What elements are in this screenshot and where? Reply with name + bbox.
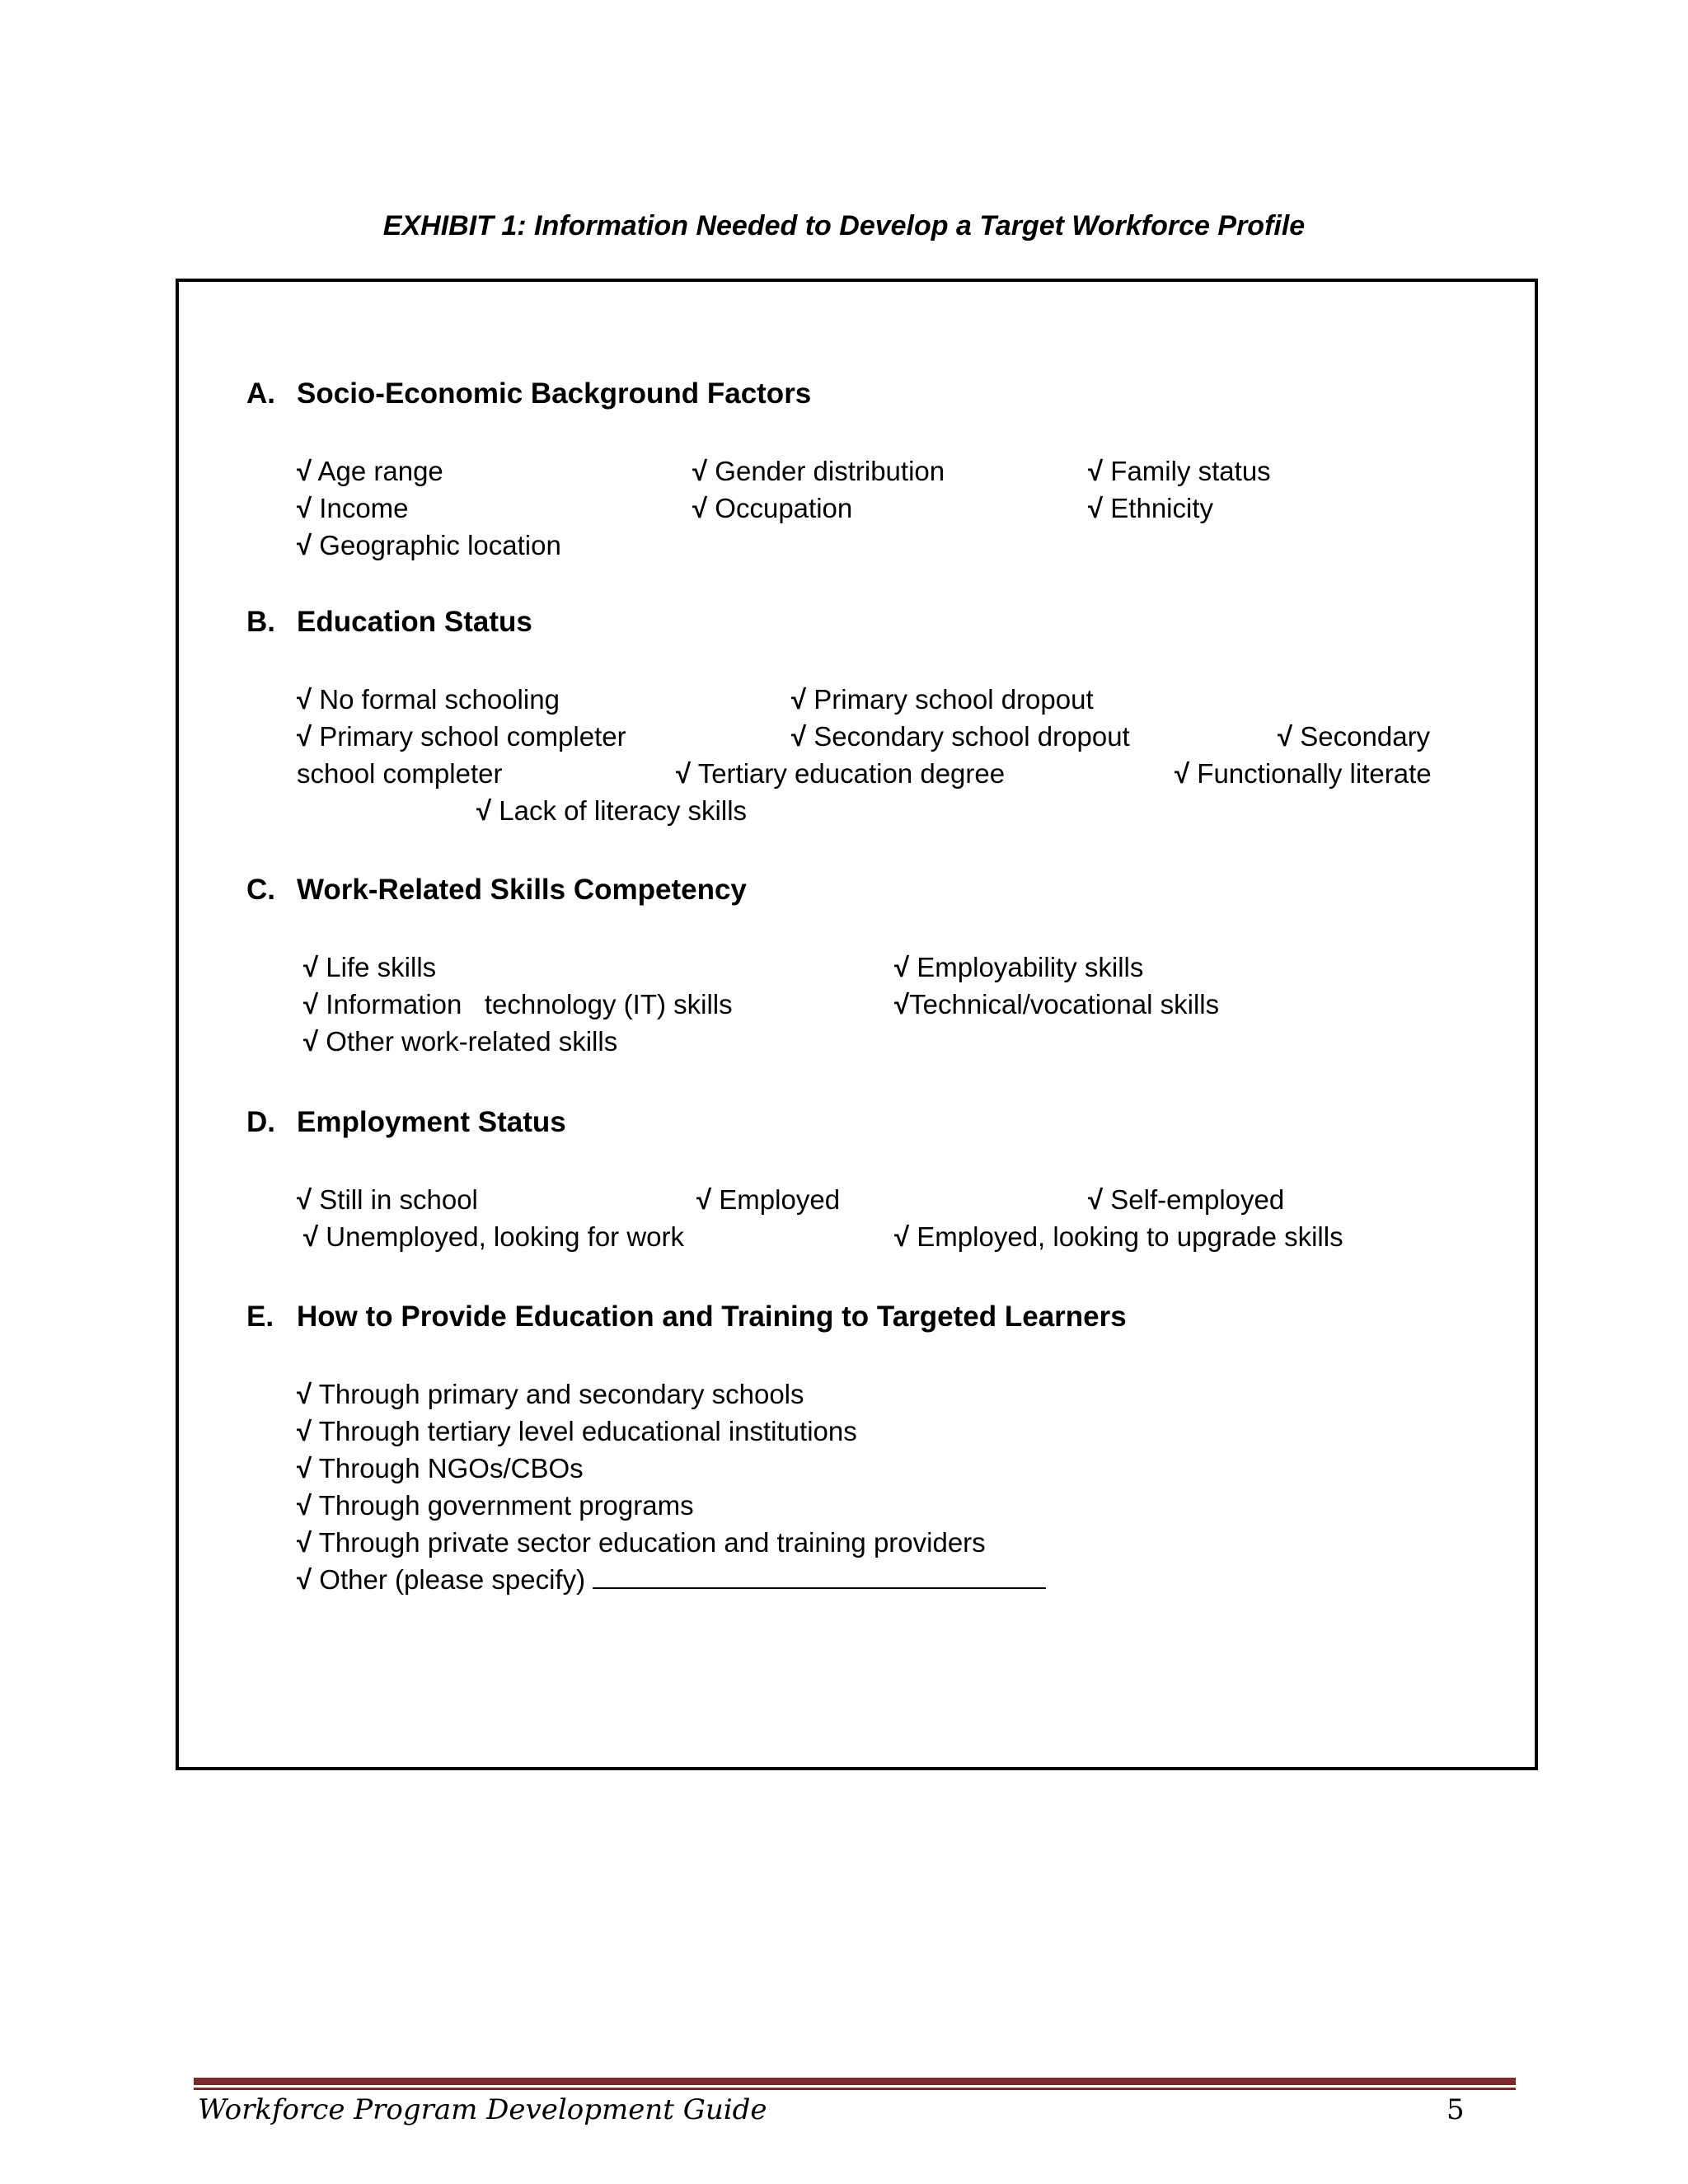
check-icon: √ [297,721,312,752]
check-icon: √ [297,1564,312,1595]
list-item: √ Primary school completer [297,721,626,752]
check-icon: √ [1088,456,1104,486]
check-icon: √ [303,952,319,982]
list-item: √ Employed, looking to upgrade skills [894,1221,1343,1252]
check-icon: √ [297,1453,312,1483]
list-item: √ Other (please specify) [297,1564,1046,1596]
section-d-letter: D. [246,1106,275,1138]
list-item: √ Tertiary education degree [676,758,1006,789]
list-item: school completer [297,758,503,789]
page-number: 5 [1447,2093,1465,2126]
section-c-heading: Work-Related Skills Competency [297,874,747,906]
list-item: √ Employed [696,1184,841,1215]
list-item: √ Gender distribution [692,456,945,486]
section-d-heading: Employment Status [297,1106,566,1138]
list-item: √ Lack of literacy skills [476,795,748,826]
list-item: √ Secondary school dropout [791,721,1130,752]
check-icon: √ [476,795,492,826]
check-icon: √ [894,989,910,1019]
check-icon: √ [303,989,319,1019]
check-icon: √ [1088,493,1104,523]
list-item: √ Secondary [1278,721,1431,752]
check-icon: √ [297,1527,312,1558]
list-item: √ No formal schooling [297,684,560,715]
list-item: √ Unemployed, looking for work [303,1221,685,1252]
footer-title: Workforce Program Development Guide [198,2093,767,2126]
check-icon: √ [791,721,807,752]
check-icon: √ [692,456,708,486]
footer-rule-thin [194,2088,1516,2090]
specify-blank-line[interactable] [593,1564,1046,1589]
list-item: √ Information technology (IT) skills [303,989,733,1019]
check-icon: √ [303,1221,319,1252]
list-item: √ Employability skills [894,952,1144,982]
list-item: √ Life skills [303,952,437,982]
list-item: √ Still in school [297,1184,478,1215]
section-a-heading: Socio-Economic Background Factors [297,377,812,410]
check-icon: √ [297,1184,312,1215]
list-item: √ Income [297,493,409,523]
check-icon: √ [1175,758,1190,789]
check-icon: √ [894,1221,910,1252]
check-icon: √ [297,530,312,560]
list-item: √ Through NGOs/CBOs [297,1453,584,1483]
list-item: √ Ethnicity [1088,493,1214,523]
list-item: √ Through primary and secondary schools [297,1379,804,1409]
list-item: √ Geographic location [297,530,561,560]
list-item: √ Through tertiary level educational institutions [297,1416,857,1446]
check-icon: √ [1088,1184,1104,1215]
list-item: √Technical/vocational skills [894,989,1220,1019]
list-item: √ Occupation [692,493,853,523]
footer-rule [194,2078,1516,2085]
check-icon: √ [297,493,312,523]
section-e-letter: E. [246,1301,274,1333]
list-item: √ Through government programs [297,1490,694,1521]
check-icon: √ [297,1416,312,1446]
section-c-letter: C. [246,874,275,906]
check-icon: √ [696,1184,712,1215]
check-icon: √ [1278,721,1293,752]
list-item: √ Family status [1088,456,1271,486]
check-icon: √ [692,493,708,523]
section-b-letter: B. [246,606,275,638]
section-a-letter: A. [246,377,275,410]
check-icon: √ [297,456,312,486]
check-icon: √ [894,952,910,982]
check-icon: √ [303,1026,319,1057]
check-icon: √ [676,758,692,789]
list-item: √ Other work-related skills [303,1026,618,1057]
list-item: √ Age range [297,456,443,486]
list-item: √ Functionally literate [1175,758,1432,789]
list-item: √ Through private sector education and training providers [297,1527,986,1558]
exhibit-title: EXHIBIT 1: Information Needed to Develop a Target Workforce Profile [382,210,1306,241]
section-e-heading: How to Provide Education and Training to Targeted Learners [297,1301,1127,1333]
check-icon: √ [791,684,807,715]
list-item: √ Self-employed [1088,1184,1285,1215]
check-icon: √ [297,1379,312,1409]
check-icon: √ [297,684,312,715]
section-b-heading: Education Status [297,606,532,638]
check-icon: √ [297,1490,312,1521]
list-item: √ Primary school dropout [791,684,1094,715]
